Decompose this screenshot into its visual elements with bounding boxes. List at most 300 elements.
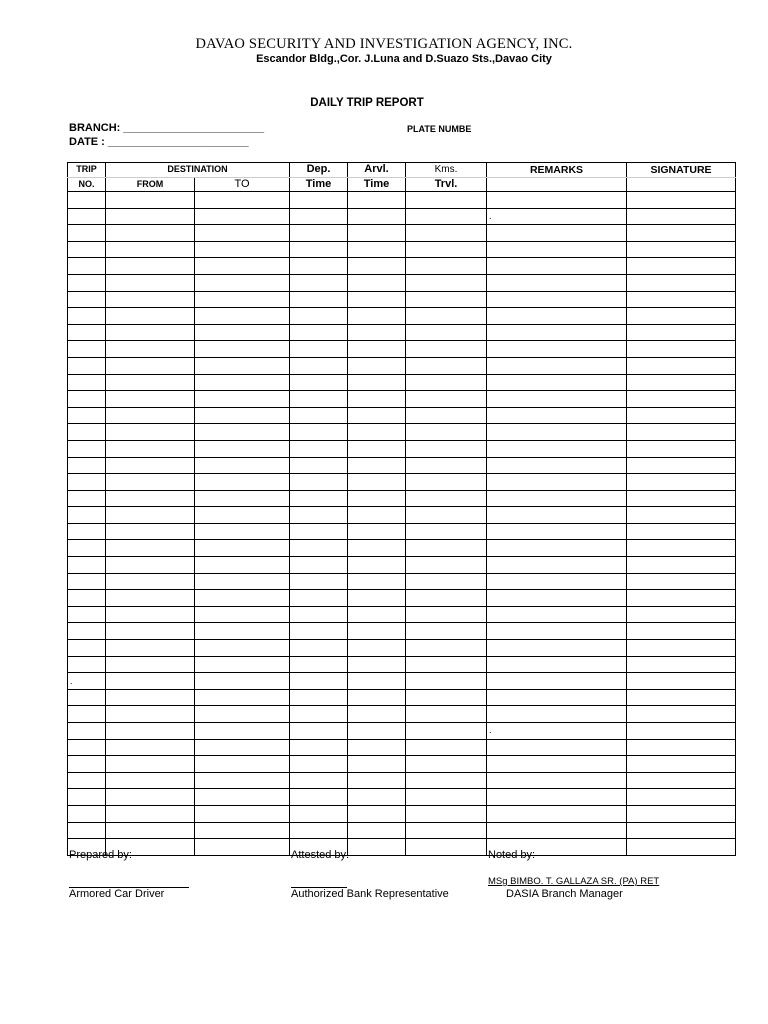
table-cell[interactable] xyxy=(627,822,736,839)
table-cell[interactable] xyxy=(195,772,290,789)
table-cell[interactable] xyxy=(487,656,627,673)
table-cell[interactable] xyxy=(627,772,736,789)
table-cell[interactable] xyxy=(627,606,736,623)
table-cell[interactable] xyxy=(348,391,406,408)
table-cell[interactable] xyxy=(406,474,487,491)
table-cell[interactable] xyxy=(487,623,627,640)
table-cell[interactable] xyxy=(627,208,736,225)
table-cell[interactable] xyxy=(106,523,195,540)
table-cell[interactable] xyxy=(348,474,406,491)
table-cell[interactable] xyxy=(348,341,406,358)
table-cell[interactable] xyxy=(487,756,627,773)
table-cell[interactable] xyxy=(106,789,195,806)
table-cell[interactable] xyxy=(348,258,406,275)
table-cell[interactable] xyxy=(106,490,195,507)
table-cell[interactable] xyxy=(348,739,406,756)
table-cell[interactable] xyxy=(348,291,406,308)
table-cell[interactable] xyxy=(290,341,348,358)
table-cell[interactable] xyxy=(195,839,290,856)
table-cell[interactable] xyxy=(348,623,406,640)
table-cell[interactable] xyxy=(290,258,348,275)
table-cell[interactable] xyxy=(627,723,736,740)
table-cell[interactable] xyxy=(68,706,106,723)
table-cell[interactable] xyxy=(68,772,106,789)
table-cell[interactable] xyxy=(627,308,736,325)
table-cell[interactable] xyxy=(68,656,106,673)
table-cell[interactable] xyxy=(195,291,290,308)
table-cell[interactable] xyxy=(406,440,487,457)
table-cell[interactable] xyxy=(68,208,106,225)
table-cell[interactable] xyxy=(487,789,627,806)
table-cell[interactable] xyxy=(406,324,487,341)
table-cell[interactable] xyxy=(290,606,348,623)
table-cell[interactable] xyxy=(348,805,406,822)
table-cell[interactable] xyxy=(627,540,736,557)
table-cell[interactable] xyxy=(406,540,487,557)
table-cell[interactable] xyxy=(106,590,195,607)
table-cell[interactable] xyxy=(627,440,736,457)
table-cell[interactable] xyxy=(406,557,487,574)
table-cell[interactable] xyxy=(106,756,195,773)
table-cell[interactable] xyxy=(195,357,290,374)
table-cell[interactable] xyxy=(487,440,627,457)
table-cell[interactable] xyxy=(68,756,106,773)
table-cell[interactable] xyxy=(487,490,627,507)
table-cell[interactable] xyxy=(406,192,487,209)
table-cell[interactable] xyxy=(348,772,406,789)
table-cell[interactable] xyxy=(487,673,627,690)
table-cell[interactable] xyxy=(627,357,736,374)
table-cell[interactable] xyxy=(68,440,106,457)
table-cell[interactable] xyxy=(106,241,195,258)
table-cell[interactable] xyxy=(195,623,290,640)
table-cell[interactable] xyxy=(627,474,736,491)
table-cell[interactable] xyxy=(627,656,736,673)
table-cell[interactable] xyxy=(106,689,195,706)
table-cell[interactable] xyxy=(290,241,348,258)
table-cell[interactable] xyxy=(406,374,487,391)
table-cell[interactable] xyxy=(195,407,290,424)
table-cell[interactable] xyxy=(68,540,106,557)
table-cell[interactable] xyxy=(406,673,487,690)
table-cell[interactable] xyxy=(487,258,627,275)
table-cell[interactable] xyxy=(406,723,487,740)
table-cell[interactable] xyxy=(627,507,736,524)
table-cell[interactable] xyxy=(195,656,290,673)
table-cell[interactable] xyxy=(68,523,106,540)
table-cell[interactable] xyxy=(487,357,627,374)
table-cell[interactable] xyxy=(348,490,406,507)
table-cell[interactable] xyxy=(406,225,487,242)
table-cell[interactable] xyxy=(406,573,487,590)
table-cell[interactable] xyxy=(487,457,627,474)
table-cell[interactable] xyxy=(627,640,736,657)
table-cell[interactable] xyxy=(106,258,195,275)
table-cell[interactable] xyxy=(106,739,195,756)
table-cell[interactable] xyxy=(487,822,627,839)
table-cell[interactable] xyxy=(290,308,348,325)
table-cell[interactable] xyxy=(106,341,195,358)
table-cell[interactable] xyxy=(627,689,736,706)
table-cell[interactable] xyxy=(290,407,348,424)
table-cell[interactable] xyxy=(106,225,195,242)
table-cell[interactable] xyxy=(348,357,406,374)
table-cell[interactable] xyxy=(195,805,290,822)
table-cell[interactable] xyxy=(348,789,406,806)
table-cell[interactable] xyxy=(68,241,106,258)
table-cell[interactable] xyxy=(68,357,106,374)
table-cell[interactable] xyxy=(106,192,195,209)
table-cell[interactable] xyxy=(487,540,627,557)
table-cell[interactable] xyxy=(627,457,736,474)
table-cell[interactable] xyxy=(627,424,736,441)
table-cell[interactable] xyxy=(406,308,487,325)
table-cell[interactable] xyxy=(406,839,487,856)
table-cell[interactable] xyxy=(487,606,627,623)
table-cell[interactable] xyxy=(627,573,736,590)
table-cell[interactable] xyxy=(68,723,106,740)
table-cell[interactable] xyxy=(406,490,487,507)
table-cell[interactable] xyxy=(487,805,627,822)
table-cell[interactable] xyxy=(106,208,195,225)
table-cell[interactable] xyxy=(290,507,348,524)
table-cell[interactable] xyxy=(348,208,406,225)
table-cell[interactable] xyxy=(195,606,290,623)
table-cell[interactable] xyxy=(290,208,348,225)
table-cell[interactable] xyxy=(195,258,290,275)
table-cell[interactable] xyxy=(627,341,736,358)
table-cell[interactable] xyxy=(487,225,627,242)
table-cell[interactable] xyxy=(290,656,348,673)
table-cell[interactable] xyxy=(487,689,627,706)
table-cell[interactable] xyxy=(290,689,348,706)
table-cell[interactable] xyxy=(195,689,290,706)
table-cell[interactable] xyxy=(487,640,627,657)
table-cell[interactable] xyxy=(487,374,627,391)
table-cell[interactable] xyxy=(290,424,348,441)
table-cell[interactable] xyxy=(348,706,406,723)
table-cell[interactable] xyxy=(348,523,406,540)
table-cell[interactable] xyxy=(348,822,406,839)
table-cell[interactable] xyxy=(106,623,195,640)
table-cell[interactable] xyxy=(68,507,106,524)
table-cell[interactable] xyxy=(487,706,627,723)
table-cell[interactable] xyxy=(68,805,106,822)
table-cell[interactable] xyxy=(195,706,290,723)
table-cell[interactable] xyxy=(290,789,348,806)
table-cell[interactable] xyxy=(487,192,627,209)
table-cell[interactable] xyxy=(106,805,195,822)
table-cell[interactable] xyxy=(68,341,106,358)
table-cell[interactable] xyxy=(290,523,348,540)
table-cell[interactable] xyxy=(406,706,487,723)
table-cell[interactable] xyxy=(68,308,106,325)
table-cell[interactable] xyxy=(406,291,487,308)
table-cell[interactable] xyxy=(106,507,195,524)
table-cell[interactable] xyxy=(406,258,487,275)
table-cell[interactable] xyxy=(106,308,195,325)
table-cell[interactable] xyxy=(195,308,290,325)
table-cell[interactable] xyxy=(195,241,290,258)
table-cell[interactable] xyxy=(348,274,406,291)
table-cell[interactable] xyxy=(290,540,348,557)
table-cell[interactable] xyxy=(627,225,736,242)
table-cell[interactable] xyxy=(487,507,627,524)
table-cell[interactable] xyxy=(487,573,627,590)
table-cell[interactable] xyxy=(68,689,106,706)
table-cell[interactable] xyxy=(348,723,406,740)
table-cell[interactable] xyxy=(106,407,195,424)
table-cell[interactable] xyxy=(68,573,106,590)
table-cell[interactable] xyxy=(487,424,627,441)
table-cell[interactable] xyxy=(195,424,290,441)
table-cell[interactable] xyxy=(106,640,195,657)
table-cell[interactable] xyxy=(195,523,290,540)
table-cell[interactable] xyxy=(406,739,487,756)
table-cell[interactable] xyxy=(487,291,627,308)
table-cell[interactable] xyxy=(106,291,195,308)
table-cell[interactable]: . xyxy=(68,673,106,690)
table-cell[interactable] xyxy=(106,723,195,740)
table-cell[interactable] xyxy=(406,391,487,408)
table-cell[interactable] xyxy=(195,573,290,590)
table-cell[interactable] xyxy=(290,274,348,291)
table-cell[interactable] xyxy=(290,805,348,822)
table-cell[interactable] xyxy=(627,274,736,291)
table-cell[interactable] xyxy=(487,274,627,291)
table-cell[interactable] xyxy=(195,274,290,291)
table-cell[interactable] xyxy=(487,324,627,341)
table-cell[interactable] xyxy=(106,391,195,408)
table-cell[interactable] xyxy=(348,590,406,607)
table-cell[interactable] xyxy=(68,407,106,424)
table-cell[interactable] xyxy=(406,208,487,225)
table-cell[interactable] xyxy=(406,689,487,706)
table-cell[interactable] xyxy=(195,756,290,773)
table-cell[interactable] xyxy=(627,258,736,275)
table-cell[interactable] xyxy=(68,474,106,491)
table-cell[interactable] xyxy=(627,673,736,690)
table-cell[interactable] xyxy=(68,274,106,291)
table-cell[interactable] xyxy=(68,590,106,607)
table-cell[interactable]: . xyxy=(487,723,627,740)
table-cell[interactable] xyxy=(627,623,736,640)
table-cell[interactable] xyxy=(406,772,487,789)
branch-field[interactable]: BRANCH: _______________________ xyxy=(69,122,265,134)
table-cell[interactable] xyxy=(348,507,406,524)
table-cell[interactable] xyxy=(487,341,627,358)
table-cell[interactable] xyxy=(290,474,348,491)
table-cell[interactable] xyxy=(348,440,406,457)
table-cell[interactable] xyxy=(68,374,106,391)
table-cell[interactable] xyxy=(290,324,348,341)
table-cell[interactable] xyxy=(627,374,736,391)
table-cell[interactable] xyxy=(627,839,736,856)
table-cell[interactable] xyxy=(348,606,406,623)
table-cell[interactable] xyxy=(406,357,487,374)
table-cell[interactable] xyxy=(627,523,736,540)
table-cell[interactable] xyxy=(195,673,290,690)
table-cell[interactable] xyxy=(290,357,348,374)
table-cell[interactable]: . xyxy=(487,208,627,225)
table-cell[interactable] xyxy=(487,772,627,789)
table-cell[interactable] xyxy=(290,772,348,789)
table-cell[interactable] xyxy=(290,291,348,308)
table-cell[interactable] xyxy=(406,523,487,540)
table-cell[interactable] xyxy=(627,241,736,258)
table-cell[interactable] xyxy=(195,557,290,574)
date-field[interactable]: DATE : _______________________ xyxy=(69,136,249,148)
table-cell[interactable] xyxy=(68,258,106,275)
table-cell[interactable] xyxy=(627,407,736,424)
table-cell[interactable] xyxy=(290,391,348,408)
table-cell[interactable] xyxy=(68,324,106,341)
table-cell[interactable] xyxy=(290,573,348,590)
table-cell[interactable] xyxy=(348,308,406,325)
table-cell[interactable] xyxy=(195,540,290,557)
table-cell[interactable] xyxy=(627,557,736,574)
table-cell[interactable] xyxy=(195,474,290,491)
table-cell[interactable] xyxy=(68,490,106,507)
table-cell[interactable] xyxy=(106,656,195,673)
table-cell[interactable] xyxy=(348,457,406,474)
table-cell[interactable] xyxy=(195,457,290,474)
table-cell[interactable] xyxy=(195,324,290,341)
table-cell[interactable] xyxy=(627,324,736,341)
table-cell[interactable] xyxy=(487,391,627,408)
table-cell[interactable] xyxy=(627,291,736,308)
table-cell[interactable] xyxy=(106,474,195,491)
table-cell[interactable] xyxy=(106,424,195,441)
table-cell[interactable] xyxy=(290,557,348,574)
table-cell[interactable] xyxy=(487,523,627,540)
table-cell[interactable] xyxy=(406,656,487,673)
table-cell[interactable] xyxy=(195,590,290,607)
table-cell[interactable] xyxy=(487,308,627,325)
table-cell[interactable] xyxy=(406,623,487,640)
table-cell[interactable] xyxy=(68,623,106,640)
table-cell[interactable] xyxy=(627,590,736,607)
table-cell[interactable] xyxy=(290,822,348,839)
table-cell[interactable] xyxy=(195,822,290,839)
table-cell[interactable] xyxy=(290,440,348,457)
table-cell[interactable] xyxy=(627,192,736,209)
table-cell[interactable] xyxy=(106,673,195,690)
table-cell[interactable] xyxy=(68,391,106,408)
table-cell[interactable] xyxy=(348,656,406,673)
table-cell[interactable] xyxy=(406,407,487,424)
table-cell[interactable] xyxy=(406,424,487,441)
table-cell[interactable] xyxy=(406,457,487,474)
table-cell[interactable] xyxy=(68,192,106,209)
table-cell[interactable] xyxy=(68,424,106,441)
table-cell[interactable] xyxy=(106,706,195,723)
table-cell[interactable] xyxy=(106,324,195,341)
table-cell[interactable] xyxy=(290,640,348,657)
table-cell[interactable] xyxy=(195,490,290,507)
table-cell[interactable] xyxy=(68,557,106,574)
table-cell[interactable] xyxy=(348,324,406,341)
table-cell[interactable] xyxy=(68,739,106,756)
table-cell[interactable] xyxy=(487,241,627,258)
table-cell[interactable] xyxy=(195,440,290,457)
table-cell[interactable] xyxy=(290,590,348,607)
table-cell[interactable] xyxy=(195,208,290,225)
table-cell[interactable] xyxy=(195,739,290,756)
table-cell[interactable] xyxy=(290,192,348,209)
table-cell[interactable] xyxy=(106,374,195,391)
table-cell[interactable] xyxy=(406,805,487,822)
table-cell[interactable] xyxy=(290,723,348,740)
table-cell[interactable] xyxy=(627,391,736,408)
table-cell[interactable] xyxy=(290,706,348,723)
table-cell[interactable] xyxy=(106,440,195,457)
table-cell[interactable] xyxy=(68,606,106,623)
table-cell[interactable] xyxy=(348,424,406,441)
table-cell[interactable] xyxy=(348,241,406,258)
table-cell[interactable] xyxy=(195,341,290,358)
table-cell[interactable] xyxy=(290,374,348,391)
table-cell[interactable] xyxy=(195,225,290,242)
table-cell[interactable] xyxy=(68,225,106,242)
table-cell[interactable] xyxy=(290,739,348,756)
table-cell[interactable] xyxy=(290,490,348,507)
table-cell[interactable] xyxy=(290,225,348,242)
table-cell[interactable] xyxy=(348,225,406,242)
table-cell[interactable] xyxy=(348,557,406,574)
table-cell[interactable] xyxy=(348,689,406,706)
table-cell[interactable] xyxy=(487,407,627,424)
table-cell[interactable] xyxy=(68,822,106,839)
table-cell[interactable] xyxy=(290,756,348,773)
table-cell[interactable] xyxy=(348,407,406,424)
table-cell[interactable] xyxy=(68,291,106,308)
table-cell[interactable] xyxy=(106,274,195,291)
table-cell[interactable] xyxy=(68,457,106,474)
table-cell[interactable] xyxy=(68,640,106,657)
table-cell[interactable] xyxy=(195,507,290,524)
table-cell[interactable] xyxy=(627,706,736,723)
table-cell[interactable] xyxy=(195,374,290,391)
table-cell[interactable] xyxy=(627,805,736,822)
table-cell[interactable] xyxy=(195,192,290,209)
table-cell[interactable] xyxy=(627,490,736,507)
table-cell[interactable] xyxy=(406,606,487,623)
table-cell[interactable] xyxy=(68,789,106,806)
table-cell[interactable] xyxy=(406,341,487,358)
table-cell[interactable] xyxy=(348,540,406,557)
table-cell[interactable] xyxy=(348,756,406,773)
table-cell[interactable] xyxy=(348,839,406,856)
table-cell[interactable] xyxy=(487,590,627,607)
table-cell[interactable] xyxy=(627,739,736,756)
table-cell[interactable] xyxy=(627,789,736,806)
table-cell[interactable] xyxy=(348,573,406,590)
table-cell[interactable] xyxy=(106,540,195,557)
table-cell[interactable] xyxy=(627,756,736,773)
table-cell[interactable] xyxy=(106,822,195,839)
table-cell[interactable] xyxy=(195,723,290,740)
table-cell[interactable] xyxy=(406,241,487,258)
table-cell[interactable] xyxy=(106,557,195,574)
table-cell[interactable] xyxy=(195,391,290,408)
table-cell[interactable] xyxy=(487,557,627,574)
table-cell[interactable] xyxy=(106,457,195,474)
table-cell[interactable] xyxy=(348,192,406,209)
table-cell[interactable] xyxy=(406,590,487,607)
table-cell[interactable] xyxy=(348,673,406,690)
table-cell[interactable] xyxy=(290,673,348,690)
